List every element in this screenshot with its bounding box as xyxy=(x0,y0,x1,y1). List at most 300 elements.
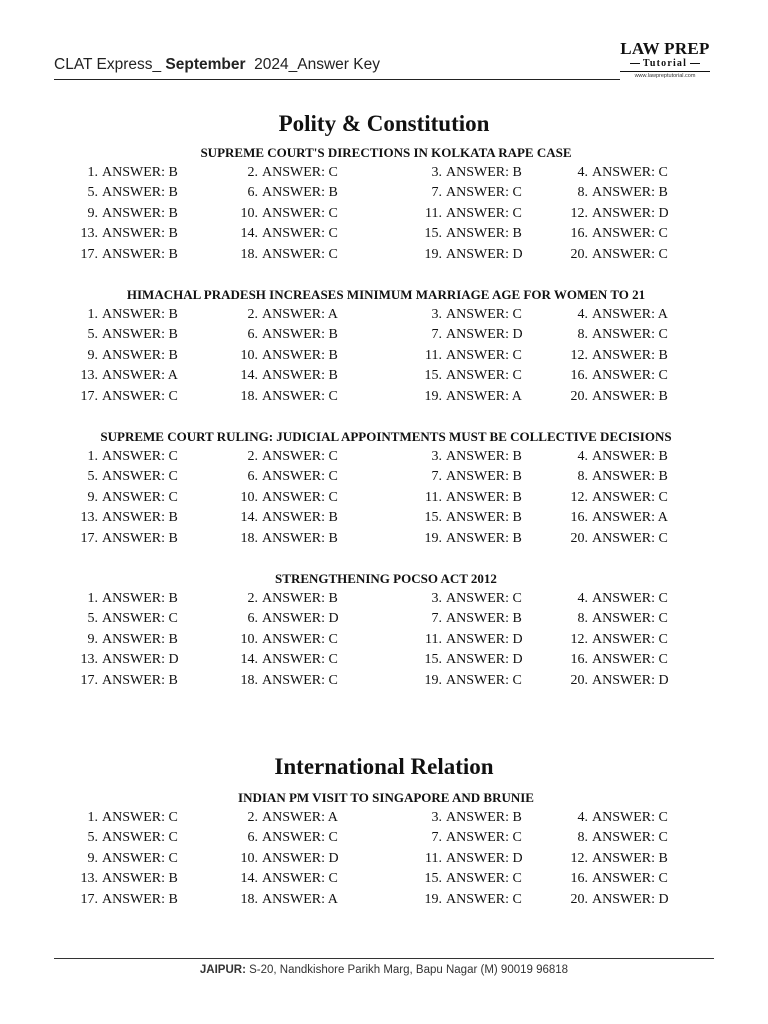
question-number: 20. xyxy=(570,388,588,404)
answer-cell xyxy=(398,467,522,487)
question-number: 12. xyxy=(570,205,588,221)
answer-text: ANSWER: B xyxy=(262,368,338,384)
answer-text: ANSWER: B xyxy=(102,530,178,546)
answer-cell xyxy=(544,467,668,487)
question-number: 5. xyxy=(87,185,98,201)
question-number: 16. xyxy=(570,226,588,242)
question-number: 18. xyxy=(240,891,258,907)
answer-text: ANSWER: C xyxy=(592,165,668,180)
answer-text: ANSWER: C xyxy=(102,830,178,846)
answer-text: ANSWER: D xyxy=(446,631,523,647)
question-number: 18. xyxy=(240,388,258,404)
answer-row xyxy=(54,529,718,549)
question-number: 2. xyxy=(247,591,258,606)
answer-cell xyxy=(214,447,338,467)
answer-block-judicial xyxy=(54,427,718,549)
answer-text: ANSWER: D xyxy=(102,652,179,668)
answer-cell xyxy=(398,529,522,549)
question-number: 15. xyxy=(424,510,442,526)
answer-row xyxy=(54,671,718,691)
question-number: 8. xyxy=(577,830,588,846)
answer-cell xyxy=(398,325,523,345)
question-number: 18. xyxy=(240,672,258,688)
answer-cell xyxy=(214,650,338,670)
answer-cell xyxy=(398,609,522,629)
answer-text: ANSWER: C xyxy=(446,347,522,363)
answer-text: ANSWER: C xyxy=(446,307,522,322)
answer-cell xyxy=(54,671,178,691)
answer-text: ANSWER: B xyxy=(102,591,178,606)
answer-cell xyxy=(214,529,338,549)
answer-cell xyxy=(54,346,178,366)
answer-text: ANSWER: B xyxy=(102,327,178,343)
answer-cell xyxy=(544,890,669,910)
question-number: 19. xyxy=(424,891,442,907)
answer-cell xyxy=(54,609,178,629)
answer-cell xyxy=(214,305,338,325)
block-heading: SUPREME COURT'S DIRECTIONS IN KOLKATA RAPE CASE xyxy=(200,145,572,160)
question-number: 12. xyxy=(570,850,588,866)
answer-text: ANSWER: B xyxy=(592,388,668,404)
answer-cell xyxy=(398,366,522,386)
answer-cell xyxy=(54,467,178,487)
question-number: 7. xyxy=(431,185,442,201)
question-number: 9. xyxy=(87,489,98,505)
answer-cell xyxy=(54,890,178,910)
answer-cell xyxy=(544,163,668,183)
answer-text: ANSWER: B xyxy=(102,631,178,647)
answer-text: ANSWER: C xyxy=(102,850,178,866)
question-number: 11. xyxy=(425,489,442,505)
answer-cell xyxy=(214,325,338,345)
question-number: 8. xyxy=(577,611,588,627)
answer-row xyxy=(54,488,718,508)
question-number: 16. xyxy=(570,510,588,526)
answer-block-himachal xyxy=(54,285,718,407)
answer-cell xyxy=(544,366,668,386)
answer-cell xyxy=(214,609,339,629)
answer-cell xyxy=(544,183,668,203)
question-number: 1. xyxy=(87,165,98,180)
answer-text: ANSWER: B xyxy=(102,871,178,887)
question-number: 6. xyxy=(247,469,258,485)
answer-cell xyxy=(398,869,522,889)
question-number: 8. xyxy=(577,185,588,201)
answer-row xyxy=(54,650,718,670)
answer-row xyxy=(54,245,718,265)
answer-text: ANSWER: C xyxy=(262,469,338,485)
answer-cell xyxy=(544,447,668,467)
answer-text: ANSWER: C xyxy=(446,672,522,688)
question-number: 20. xyxy=(570,530,588,546)
answer-cell xyxy=(54,650,179,670)
question-number: 4. xyxy=(577,591,588,606)
answer-row xyxy=(54,828,718,848)
answer-text: ANSWER: B xyxy=(446,469,522,485)
answer-cell xyxy=(398,163,522,183)
answer-cell xyxy=(398,488,522,508)
question-number: 2. xyxy=(247,307,258,322)
question-number: 2. xyxy=(247,810,258,825)
footer-address xyxy=(0,964,768,976)
answer-cell xyxy=(398,224,522,244)
question-number: 4. xyxy=(577,810,588,825)
answer-text: ANSWER: C xyxy=(262,226,338,242)
answer-cell xyxy=(544,630,668,650)
answer-text: ANSWER: D xyxy=(446,246,523,262)
answer-text: ANSWER: C xyxy=(262,246,338,262)
header-title-suffix: 2024_Answer Key xyxy=(245,56,380,73)
answer-text: ANSWER: A xyxy=(592,510,668,526)
answer-cell xyxy=(214,183,338,203)
answer-row xyxy=(54,305,718,325)
question-number: 8. xyxy=(577,469,588,485)
footer-city: JAIPUR: xyxy=(199,964,246,976)
answer-row xyxy=(54,467,718,487)
question-number: 3. xyxy=(431,307,442,322)
answer-text: ANSWER: B xyxy=(102,672,178,688)
answer-row xyxy=(54,589,718,609)
answer-text: ANSWER: D xyxy=(446,850,523,866)
answer-text: ANSWER: C xyxy=(592,810,668,825)
question-number: 12. xyxy=(570,631,588,647)
answer-cell xyxy=(398,183,522,203)
answer-text: ANSWER: C xyxy=(592,246,668,262)
answer-cell xyxy=(214,630,338,650)
question-number: 10. xyxy=(240,205,258,221)
answer-row xyxy=(54,447,718,467)
answer-text: ANSWER: B xyxy=(102,185,178,201)
question-number: 15. xyxy=(424,871,442,887)
answer-text: ANSWER: B xyxy=(262,347,338,363)
question-number: 13. xyxy=(80,652,98,668)
answer-row xyxy=(54,890,718,910)
answer-text: ANSWER: B xyxy=(446,510,522,526)
answer-cell xyxy=(214,828,338,848)
answer-text: ANSWER: C xyxy=(446,368,522,384)
answer-text: ANSWER: D xyxy=(446,327,523,343)
answer-cell xyxy=(398,808,522,828)
answer-row xyxy=(54,204,718,224)
question-number: 7. xyxy=(431,469,442,485)
question-number: 5. xyxy=(87,611,98,627)
answer-text: ANSWER: A xyxy=(262,810,338,825)
answer-text: ANSWER: B xyxy=(446,530,522,546)
answer-cell xyxy=(544,346,668,366)
answer-text: ANSWER: C xyxy=(446,591,522,606)
question-number: 3. xyxy=(431,591,442,606)
question-number: 12. xyxy=(570,347,588,363)
question-number: 19. xyxy=(424,672,442,688)
answer-cell xyxy=(54,325,178,345)
answer-cell xyxy=(544,245,668,265)
answer-cell xyxy=(214,163,338,183)
question-number: 9. xyxy=(87,347,98,363)
answer-text: ANSWER: D xyxy=(592,205,669,221)
answer-text: ANSWER: B xyxy=(102,347,178,363)
answer-cell xyxy=(398,890,522,910)
answer-cell xyxy=(544,849,668,869)
answer-text: ANSWER: B xyxy=(446,611,522,627)
answer-text: ANSWER: B xyxy=(592,850,668,866)
answer-text: ANSWER: B xyxy=(446,489,522,505)
answer-block-pm-visit xyxy=(54,788,718,910)
answer-cell xyxy=(214,508,338,528)
answer-cell xyxy=(214,204,338,224)
answer-text: ANSWER: C xyxy=(446,891,522,907)
logo-sub-text: Tutorial xyxy=(642,58,688,69)
question-number: 4. xyxy=(577,307,588,322)
answer-text: ANSWER: C xyxy=(446,205,522,221)
answer-text: ANSWER: B xyxy=(102,891,178,907)
answer-cell xyxy=(214,849,339,869)
answer-cell xyxy=(54,204,178,224)
footer-address-text: S-20, Nandkishore Parikh Marg, Bapu Nagar (M) 90019 96818 xyxy=(245,964,569,976)
answer-text: ANSWER: B xyxy=(446,165,522,180)
question-number: 13. xyxy=(80,226,98,242)
question-number: 20. xyxy=(570,891,588,907)
answer-text: ANSWER: D xyxy=(592,672,669,688)
answer-cell xyxy=(544,305,668,325)
answer-cell xyxy=(544,387,668,407)
answer-text: ANSWER: B xyxy=(102,510,178,526)
question-number: 11. xyxy=(425,631,442,647)
question-number: 17. xyxy=(80,672,98,688)
answer-row xyxy=(54,849,718,869)
answer-text: ANSWER: C xyxy=(102,489,178,505)
question-number: 14. xyxy=(240,510,258,526)
logo-sub-row xyxy=(620,58,710,69)
question-number: 2. xyxy=(247,449,258,464)
answer-text: ANSWER: B xyxy=(262,510,338,526)
answer-cell xyxy=(544,869,668,889)
question-number: 16. xyxy=(570,652,588,668)
answer-text: ANSWER: C xyxy=(592,611,668,627)
question-number: 1. xyxy=(87,591,98,606)
answer-cell xyxy=(54,529,178,549)
answer-text: ANSWER: C xyxy=(262,489,338,505)
answer-row xyxy=(54,183,718,203)
answer-cell xyxy=(214,808,338,828)
answer-cell xyxy=(544,529,668,549)
question-number: 14. xyxy=(240,652,258,668)
answer-text: ANSWER: C xyxy=(262,631,338,647)
header-divider xyxy=(54,79,620,80)
answer-cell xyxy=(398,245,523,265)
answer-cell xyxy=(398,508,522,528)
answer-row xyxy=(54,224,718,244)
question-number: 13. xyxy=(80,510,98,526)
question-number: 10. xyxy=(240,489,258,505)
answer-block-pocso xyxy=(54,569,718,691)
answer-text: ANSWER: A xyxy=(262,307,338,322)
question-number: 17. xyxy=(80,388,98,404)
answer-cell xyxy=(544,589,668,609)
header-title-month: September xyxy=(165,56,246,73)
answer-cell xyxy=(544,325,668,345)
answer-text: ANSWER: C xyxy=(592,489,668,505)
answer-cell xyxy=(214,467,338,487)
answer-text: ANSWER: C xyxy=(262,205,338,221)
answer-text: ANSWER: B xyxy=(262,327,338,343)
answer-text: ANSWER: D xyxy=(446,652,523,668)
block-heading: INDIAN PM VISIT TO SINGAPORE AND BRUNIE xyxy=(238,790,534,805)
answer-cell xyxy=(54,245,178,265)
answer-text: ANSWER: C xyxy=(446,871,522,887)
answer-cell xyxy=(54,828,178,848)
answer-text: ANSWER: B xyxy=(102,165,178,180)
question-number: 12. xyxy=(570,489,588,505)
question-number: 9. xyxy=(87,850,98,866)
answer-text: ANSWER: A xyxy=(592,307,668,322)
answer-text: ANSWER: B xyxy=(102,226,178,242)
answer-cell xyxy=(398,447,522,467)
answer-text: ANSWER: A xyxy=(102,368,178,384)
answer-cell xyxy=(544,488,668,508)
answer-text: ANSWER: B xyxy=(262,530,338,546)
answer-cell xyxy=(544,224,668,244)
answer-text: ANSWER: C xyxy=(262,871,338,887)
question-number: 6. xyxy=(247,327,258,343)
question-number: 7. xyxy=(431,611,442,627)
answer-cell xyxy=(54,508,178,528)
answer-cell xyxy=(544,650,668,670)
answer-cell xyxy=(544,671,669,691)
answer-text: ANSWER: C xyxy=(262,388,338,404)
question-number: 3. xyxy=(431,449,442,464)
answer-cell xyxy=(214,346,338,366)
answer-block-kolkata xyxy=(54,143,718,265)
answer-text: ANSWER: C xyxy=(592,652,668,668)
question-number: 11. xyxy=(425,850,442,866)
answer-text: ANSWER: B xyxy=(102,246,178,262)
answer-cell xyxy=(398,849,523,869)
answer-cell xyxy=(54,589,178,609)
answer-cell xyxy=(214,589,338,609)
answer-text: ANSWER: C xyxy=(102,449,178,464)
answer-text: ANSWER: C xyxy=(262,652,338,668)
question-number: 3. xyxy=(431,810,442,825)
answer-cell xyxy=(54,808,178,828)
answer-text: ANSWER: C xyxy=(262,830,338,846)
answer-text: ANSWER: B xyxy=(446,449,522,464)
answer-row xyxy=(54,163,718,183)
question-number: 17. xyxy=(80,246,98,262)
answer-text: ANSWER: B xyxy=(446,226,522,242)
answer-text: ANSWER: C xyxy=(102,810,178,825)
answer-cell xyxy=(54,869,178,889)
question-number: 15. xyxy=(424,368,442,384)
answer-text: ANSWER: C xyxy=(446,185,522,201)
answer-cell xyxy=(398,828,522,848)
answer-row xyxy=(54,609,718,629)
question-number: 1. xyxy=(87,810,98,825)
answer-cell xyxy=(54,305,178,325)
answer-text: ANSWER: B xyxy=(592,185,668,201)
document-header-title xyxy=(54,56,380,74)
question-number: 5. xyxy=(87,830,98,846)
logo-main-text: LAW PREP xyxy=(620,39,710,58)
question-number: 19. xyxy=(424,388,442,404)
answer-row xyxy=(54,808,718,828)
question-number: 18. xyxy=(240,530,258,546)
answer-cell xyxy=(398,346,522,366)
answer-cell xyxy=(398,305,522,325)
answer-row xyxy=(54,508,718,528)
question-number: 10. xyxy=(240,347,258,363)
answer-cell xyxy=(54,447,178,467)
question-number: 13. xyxy=(80,368,98,384)
section-title-polity: Polity & Constitution xyxy=(278,111,490,136)
answer-text: ANSWER: A xyxy=(262,891,338,907)
answer-row xyxy=(54,387,718,407)
answer-text: ANSWER: C xyxy=(446,830,522,846)
question-number: 10. xyxy=(240,631,258,647)
question-number: 11. xyxy=(425,205,442,221)
answer-cell xyxy=(54,224,178,244)
question-number: 7. xyxy=(431,327,442,343)
answer-text: ANSWER: B xyxy=(102,307,178,322)
section-title-international: International Relation xyxy=(274,754,494,779)
answer-cell xyxy=(54,163,178,183)
answer-text: ANSWER: C xyxy=(592,368,668,384)
answer-text: ANSWER: B xyxy=(592,449,668,464)
question-number: 16. xyxy=(570,871,588,887)
answer-cell xyxy=(54,630,178,650)
answer-cell xyxy=(214,890,338,910)
answer-cell xyxy=(214,387,338,407)
question-number: 18. xyxy=(240,246,258,262)
question-number: 20. xyxy=(570,672,588,688)
answer-row xyxy=(54,630,718,650)
answer-cell xyxy=(398,630,523,650)
block-heading: HIMACHAL PRADESH INCREASES MINIMUM MARRIAGE AGE FOR WOMEN TO 21 xyxy=(126,287,646,302)
answer-text: ANSWER: B xyxy=(592,347,668,363)
answer-text: ANSWER: C xyxy=(592,830,668,846)
answer-text: ANSWER: D xyxy=(262,850,339,866)
law-prep-logo xyxy=(620,40,710,79)
footer-divider xyxy=(54,958,714,959)
question-number: 5. xyxy=(87,469,98,485)
answer-cell xyxy=(54,387,178,407)
answer-cell xyxy=(54,366,178,386)
answer-cell xyxy=(544,204,669,224)
question-number: 19. xyxy=(424,246,442,262)
question-number: 14. xyxy=(240,226,258,242)
question-number: 17. xyxy=(80,530,98,546)
answer-cell xyxy=(398,387,522,407)
question-number: 14. xyxy=(240,368,258,384)
answer-text: ANSWER: C xyxy=(592,530,668,546)
answer-row xyxy=(54,366,718,386)
answer-text: ANSWER: B xyxy=(262,591,338,606)
answer-text: ANSWER: C xyxy=(592,871,668,887)
answer-text: ANSWER: C xyxy=(102,611,178,627)
answer-cell xyxy=(54,488,178,508)
block-heading: STRENGTHENING POCSO ACT 2012 xyxy=(275,571,497,586)
answer-cell xyxy=(544,609,668,629)
logo-dash-left xyxy=(630,63,640,64)
answer-row xyxy=(54,325,718,345)
question-number: 5. xyxy=(87,327,98,343)
question-number: 17. xyxy=(80,891,98,907)
answer-text: ANSWER: B xyxy=(102,205,178,221)
question-number: 13. xyxy=(80,871,98,887)
question-number: 6. xyxy=(247,611,258,627)
answer-text: ANSWER: B xyxy=(592,469,668,485)
question-number: 11. xyxy=(425,347,442,363)
answer-row xyxy=(54,346,718,366)
